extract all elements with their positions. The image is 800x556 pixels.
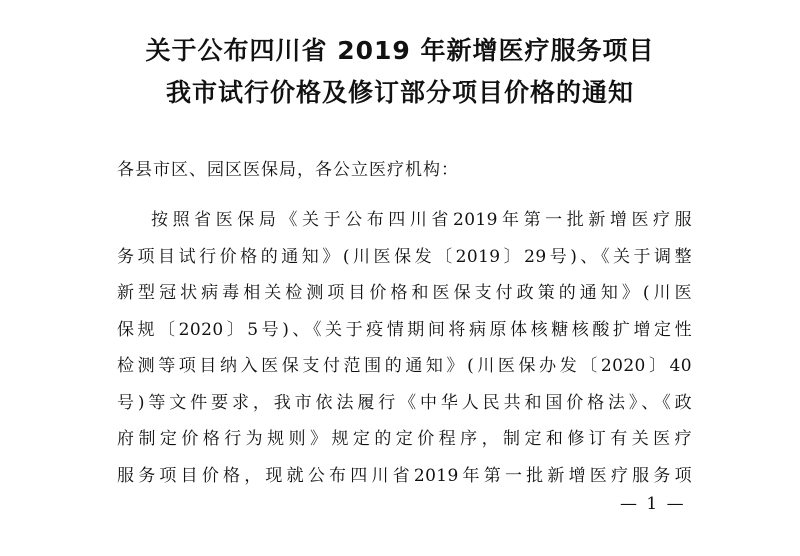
body-paragraph bbox=[117, 202, 692, 494]
body-line: 按照省医保局《关于公布四川省2019年第一批新增医疗服 bbox=[151, 210, 692, 230]
body-line: 府制定价格行为规则》规定的定价程序，制定和修订有关医疗 bbox=[117, 429, 692, 449]
body-line: 新型冠状病毒相关检测项目价格和医保支付政策的通知》(川医 bbox=[117, 283, 692, 303]
body-line: 服务项目价格，现就公布四川省2019年第一批新增医疗服务项 bbox=[117, 465, 692, 486]
body-line: 号)等文件要求，我市依法履行《中华人民共和国价格法》、《政 bbox=[117, 392, 692, 413]
body-line: 检测等项目纳入医保支付范围的通知》(川医保办发〔2020〕40 bbox=[117, 356, 692, 376]
document-title-line-2: 我市试行价格及修订部分项目价格的通知 bbox=[165, 78, 634, 107]
salutation: 各县市区、园区医保局，各公立医疗机构： bbox=[117, 160, 459, 180]
page-number: — 1 — bbox=[620, 494, 686, 514]
body-line: 保规〔2020〕5号)、《关于疫情期间将病原体核糖核酸扩增定性 bbox=[117, 319, 692, 340]
body-line: 务项目试行价格的通知》(川医保发〔2019〕29号)、《关于调整 bbox=[117, 246, 692, 267]
document-title-line-1: 关于公布四川省 2019 年新增医疗服务项目 bbox=[145, 36, 655, 65]
